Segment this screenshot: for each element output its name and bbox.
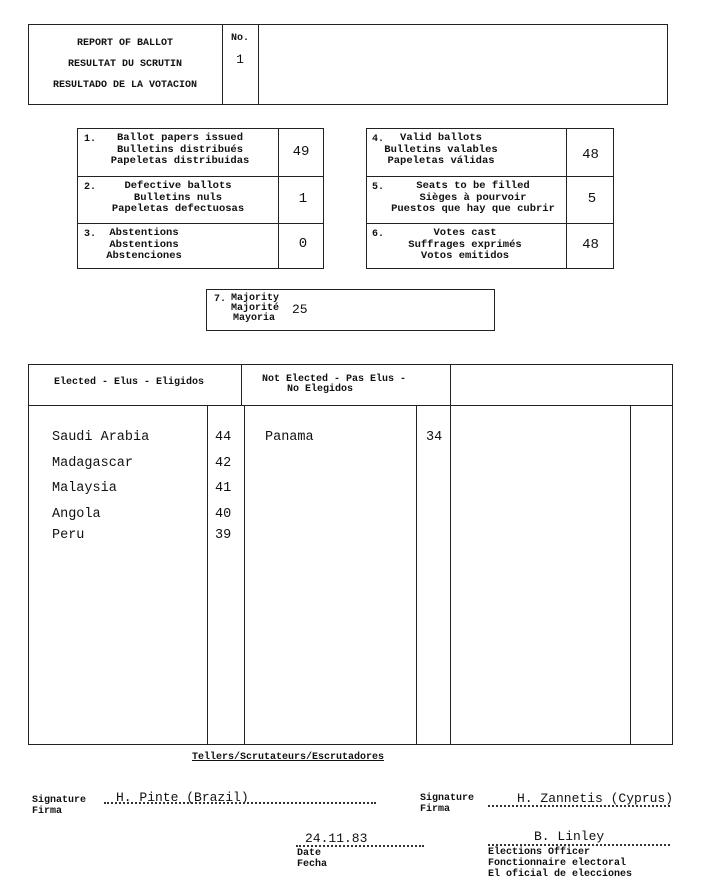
elected-votes: 39 — [215, 528, 232, 543]
tellers-heading: Tellers/Scrutateurs/Escrutadores — [192, 752, 385, 763]
elected-header: Elected - Elus - Eligidos — [54, 377, 205, 388]
stat-number: 6. — [372, 229, 385, 240]
divider — [207, 405, 208, 745]
divider — [241, 364, 242, 406]
label-es: Papeletas defectuosas — [111, 203, 245, 215]
elected-votes: 42 — [215, 456, 232, 471]
stat-number: 3. — [84, 229, 97, 240]
label-es: Papeletas distribuidas — [110, 155, 250, 167]
divider — [28, 405, 673, 406]
label-fr: Bulletins nuls — [133, 191, 223, 204]
label-fr: Majorité — [231, 303, 280, 314]
stat-value: 0 — [298, 236, 308, 252]
divider — [366, 223, 614, 224]
signature-line — [488, 805, 670, 807]
elected-country: Angola — [52, 507, 101, 522]
majority-label — [231, 294, 279, 324]
date-value: 24.11.83 — [305, 831, 368, 846]
label-en: Valid ballots — [400, 132, 482, 144]
label-es: El oficial de elecciones — [488, 869, 633, 880]
stat-value: 5 — [587, 191, 597, 207]
signature-label — [32, 795, 86, 817]
label-en: Majority — [231, 293, 280, 304]
label-es: Fecha — [297, 859, 328, 870]
stat-number: 5. — [372, 182, 385, 193]
label-es: Papeletas válidas — [387, 155, 495, 167]
officer-signature: B. Linley — [534, 829, 605, 844]
elected-votes: 41 — [215, 481, 232, 496]
signature-line — [104, 802, 376, 804]
divider — [77, 176, 324, 177]
stat-label — [376, 133, 506, 168]
divider — [416, 405, 417, 745]
not-elected-header — [262, 375, 406, 395]
ballot-number: 1 — [236, 52, 244, 67]
elected-votes: 44 — [215, 430, 232, 445]
label-en: Defective ballots — [124, 180, 232, 192]
label-en: Seats to be filled — [416, 180, 530, 192]
label-es: Firma — [420, 804, 451, 815]
label-es: Firma — [32, 806, 63, 817]
label-fr: Bulletins valables — [384, 143, 498, 156]
stat-label — [92, 133, 268, 168]
not-elected-country: Panama — [265, 430, 314, 445]
label-fr: Bulletins distribués — [116, 143, 244, 156]
label-fr: Fonctionnaire electoral — [488, 858, 627, 869]
results-table — [28, 364, 673, 745]
stat-number: 4. — [372, 134, 385, 145]
divider — [244, 405, 245, 745]
date-line — [296, 845, 424, 847]
label-fr: Suffrages exprimés — [408, 238, 522, 251]
teller-2-signature: H. Zannetis (Cyprus) — [517, 791, 674, 806]
label-en: Elections Officer — [488, 847, 591, 858]
header-line: No Elegidos — [287, 384, 354, 395]
title-es: RESULTADO DE LA VOTACION — [52, 80, 198, 91]
report-title — [28, 33, 222, 96]
signature-label — [420, 793, 474, 815]
label-en: Ballot papers issued — [116, 132, 244, 144]
title-fr: RESULTAT DU SCRUTIN — [67, 59, 183, 70]
label-en: Votes cast — [433, 227, 497, 239]
not-elected-votes: 34 — [426, 430, 443, 445]
stat-number: 1. — [84, 134, 97, 145]
elected-votes: 40 — [215, 507, 232, 522]
majority-value: 25 — [292, 302, 308, 317]
label-fr: Abstentions — [109, 238, 179, 251]
stat-label — [84, 181, 272, 216]
label-en: Signature — [420, 793, 475, 804]
divider — [258, 24, 259, 105]
stat-value: 49 — [292, 144, 310, 160]
divider — [77, 223, 324, 224]
elected-country: Saudi Arabia — [52, 430, 150, 445]
date-label — [297, 848, 327, 870]
officer-title — [488, 847, 632, 880]
stat-label — [380, 181, 566, 216]
label-en: Signature — [32, 795, 87, 806]
label-es: Abstenciones — [106, 250, 182, 262]
label-es: Puestos que hay que cubrir — [391, 203, 555, 215]
label-es: Votos emitidos — [420, 250, 510, 262]
elected-country: Madagascar — [52, 456, 134, 471]
stat-label — [84, 228, 204, 263]
header-line: Not Elected - Pas Elus - — [262, 374, 407, 385]
label-es: Mayoria — [233, 313, 276, 324]
label-fr: Sièges à pourvoir — [419, 191, 527, 204]
stat-label — [390, 228, 540, 263]
stat-value: 1 — [298, 191, 308, 207]
title-en: REPORT OF BALLOT — [76, 38, 173, 49]
officer-line — [488, 844, 670, 846]
label-en: Abstentions — [109, 227, 179, 239]
stat-value: 48 — [582, 147, 599, 163]
no-label: No. — [230, 33, 249, 44]
divider — [366, 176, 614, 177]
divider — [450, 364, 451, 745]
stat-value: 48 — [582, 237, 599, 253]
teller-1-signature: H. Pinte (Brazil) — [116, 790, 249, 805]
elected-country: Malaysia — [52, 481, 117, 496]
majority-number: 7. — [214, 294, 227, 305]
label-en: Date — [297, 848, 322, 859]
stat-number: 2. — [84, 182, 97, 193]
divider — [630, 405, 631, 745]
elected-country: Peru — [52, 528, 85, 543]
